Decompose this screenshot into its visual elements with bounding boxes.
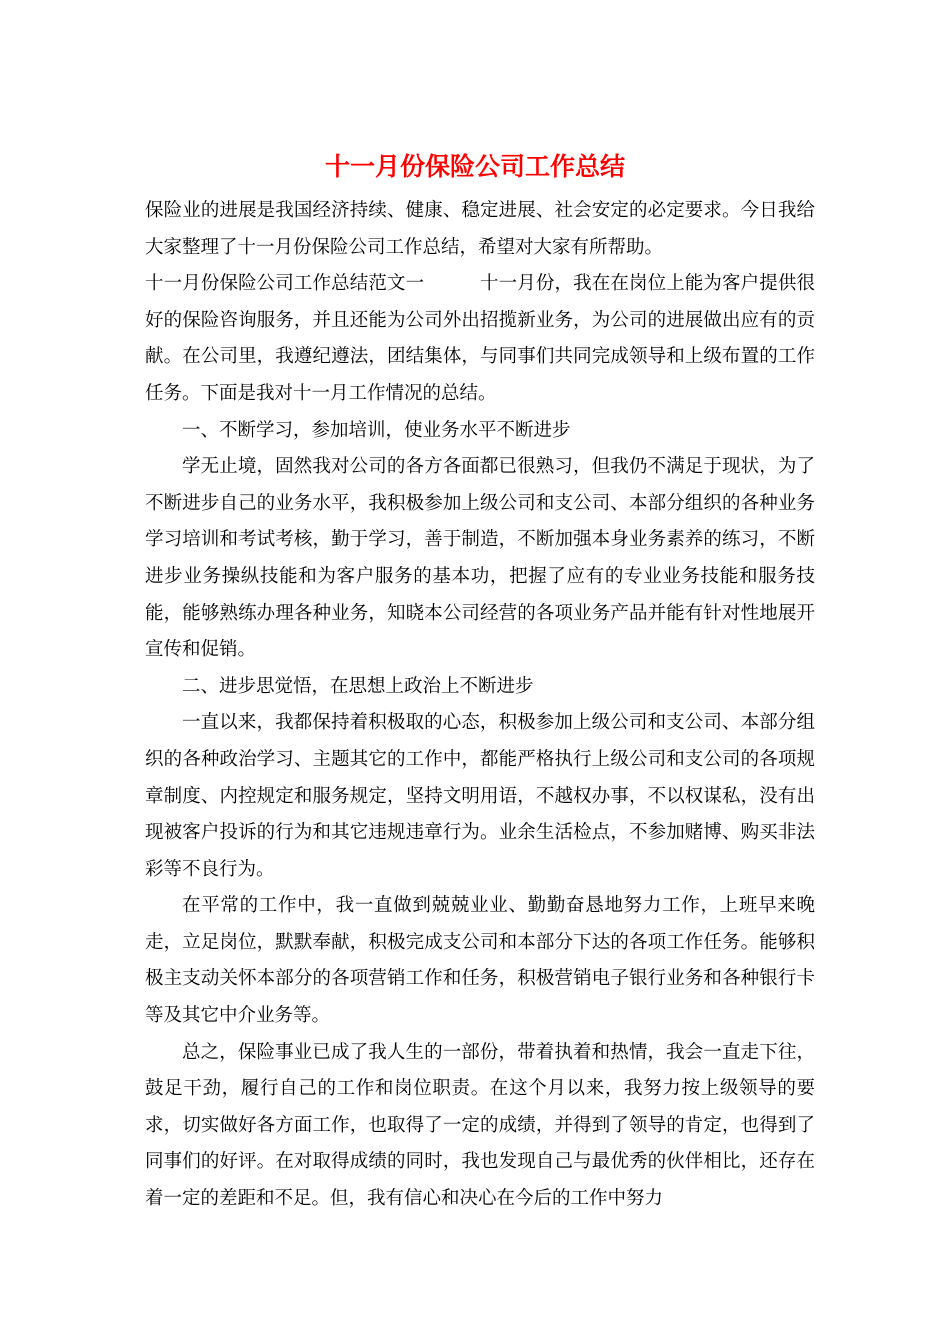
body-paragraph-4: 总之，保险事业已成了我人生的一部份，带着执着和热情，我会一直走下往，鼓足干劲，履行自己的工作和岗位职责。在这个月以来，我努力按上级领导的要求，切实做好各方面工作，也取得了一定的成绩，并得到了领导的肯定，也得到了同事们的好评。在对取得成绩的同时，我也发现自己与最优秀的伙伴相比，还存在着一定的差距和不足。但，我有信心和决心在今后的工作中努力 [145, 1041, 815, 1210]
body-paragraph-2: 一直以来，我都保持着积极取的心态，积极参加上级公司和支公司、本部分组织的各种政治学习、主题其它的工作中，都能严格执行上级公司和支公司的各项规章制度、内控规定和服务规定，坚持文明用语，不越权办事，不以权谋私，没有出现被客户投诉的行为和其它违规违章行为。业余生活检点，不参加赌博、购买非法彩等不良行为。 [145, 712, 815, 880]
body-paragraph-3: 在平常的工作中，我一直做到兢兢业业、勤勤奋恳地努力工作，上班早来晚走，立足岗位，默默奉献，积极完成支公司和本部分下达的各项工作任务。能够积极主支动关怀本部分的各项营销工作和任务，积极营销电子银行业务和各种银行卡等及其它中介业务等。 [145, 895, 815, 1027]
document-body [145, 193, 815, 1218]
intro-paragraph: 保险业的进展是我国经济持续、健康、稳定进展、社会安定的必定要求。今日我给大家整理了十一月份保险公司工作总结，希望对大家有所帮助。 [145, 200, 815, 258]
section-heading-1: 一、不断学习，参加培训，使业务水平不断进步 [182, 419, 571, 441]
section-heading-2: 二、进步思觉悟，在思想上政治上不断进步 [182, 675, 534, 697]
body-paragraph-1: 学无止境，固然我对公司的各方各面都已很熟习，但我仍不满足于现状，为了不断进步自己的业务水平，我积极参加上级公司和支公司、本部分组织的各种业务学习培训和考试考核，勤于学习，善于制造，不断加强本身业务素养的练习，不断进步业务操纵技能和为客户服务的基本功，把握了应有的专业业务技能和服务技能，能够熟练办理各种业务，知晓本公司经营的各项业务产品并能有针对性地展开宣传和促销。 [145, 456, 815, 661]
document-title: 十一月份保险公司工作总结 [324, 152, 625, 181]
summary-opening-paragraph: 十一月份保险公司工作总结范文一 十一月份，我在在岗位上能为客户提供很好的保险咨询服务，并且还能为公司外出招揽新业务，为公司的进展做出应有的贡献。在公司里，我遵纪遵法，团结集体，与同事们共同完成领导和上级布置的工作任务。下面是我对十一月工作情况的总结。 [145, 273, 815, 404]
